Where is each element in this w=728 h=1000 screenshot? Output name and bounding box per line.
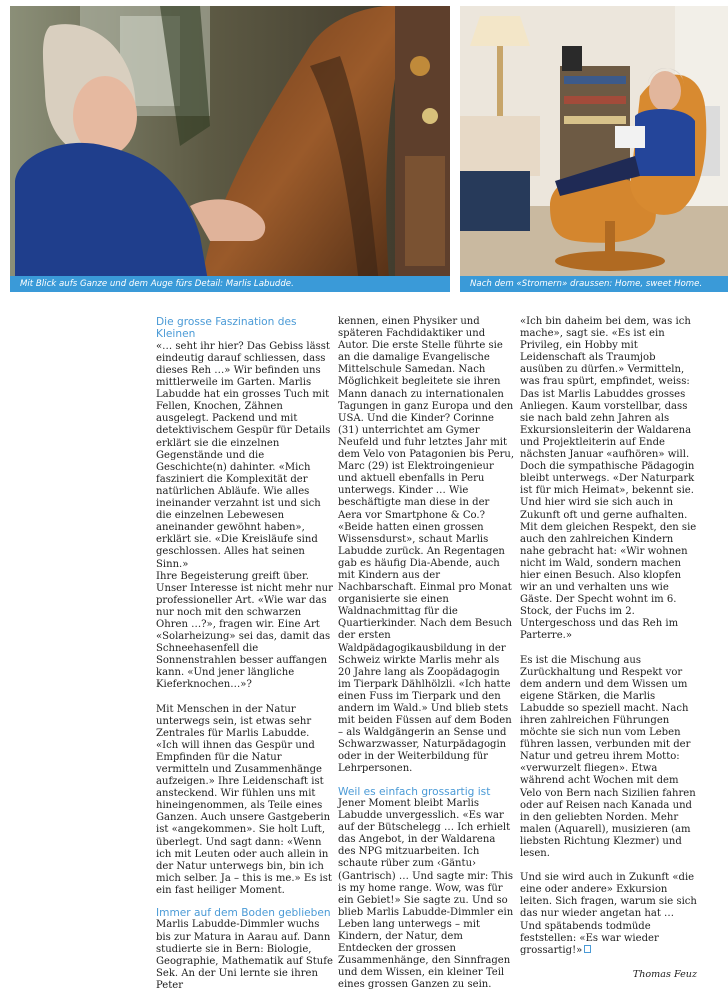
paragraph: «Ich bin daheim bei dem, was ich mache», sagt sie. «Es ist ein Privileg, ein Hobby mit Leidenschaft als Traumjob ausüben zu dürfen.» Vermitteln, was frau spürt, empfindet, weiss: Das ist Marlis Labuddes grosses Anliegen. Kaum vorstellbar, dass sie nach bald zehn Jahren als Exkursionsleiterin der Waldarena und Projektleiterin auf Ende nächsten Januar «aufhören» will. Doch die sympathische Pädagogin bleibt unterwegs. «Der Naturpark ist für mich Heimat», bekennt sie. Und hier wird sie sich auch in Zukunft oft und gerne aufhalten. Mit dem gleichen Respekt, den sie auch den zahlreichen Kindern nahe gebracht hat: «Wir wohnen nicht im Wald, sondern machen hier einen Besuch. Also klopfen wir an und verhalten uns wie Gäste. Der Specht wohnt im 6. Stock, der Fuchs im 2. Untergeschoss und das Reh im Parterre.» bbox=[520, 316, 697, 642]
paragraph-final bbox=[520, 872, 697, 957]
paragraph: Marlis Labudde-Dimmler wuchs bis zur Matura in Aarau auf. Dann studierte sie in Bern: Biologie, Geographie, Mathematik auf Stufe Sek. An der Uni lernte sie ihren Peter bbox=[156, 919, 333, 991]
photo-left-caption: Mit Blick aufs Ganze und dem Auge fürs Detail: Marlis Labudde. bbox=[10, 276, 450, 292]
photo-marlis-in-armchair bbox=[460, 6, 728, 292]
paragraph: Mit Menschen in der Natur unterwegs sein, ist etwas sehr Zentrales für Marlis Labudde. «Ich will ihnen das Gespür und Empfinden für die Natur vermitteln und Zusammenhänge aufzeigen.» Ihre Leidenschaft ist ansteckend. Wir fühlen uns mit hineingenommen, als Teile eines Ganzen. Auch unsere Gastgeberin ist «angekommen». Sie holt Luft, überlegt. Und sagt dann: «Wenn ich mit Leuten oder auch allein in der Natur unterwegs bin, bin ich mich selber. Ja – this is me.» Es ist ein fast heiliger Moment. bbox=[156, 703, 332, 896]
photo-right-caption: Nach dem «Stromern» draussen: Home, sweet Home. bbox=[460, 276, 728, 292]
article-column-1 bbox=[156, 316, 333, 992]
paragraph: Es ist die Mischung aus Zurückhaltung und Respekt vor dem andern und dem Wissen um eigene Stärken, die Marlis Labudde so speziell macht. Nach ihren zahlreichen Führungen möchte sie sich nun vom Leben führen lassen, verbunden mit der Natur und getreu ihrem Motto: «verwurzelt fliegen». Etwa während acht Wochen mit dem Velo von Bern nach Sizilien fahren oder auf Reisen nach Kanada und in den geliebten Norden. Mehr malen (Aquarell), musizieren (am liebsten Richtung Klezmer) und lesen. bbox=[520, 654, 696, 860]
photo-right-illustration bbox=[460, 6, 728, 292]
photo-left-illustration bbox=[10, 6, 450, 292]
paragraph: Ihre Begeisterung greift über. Unser Interesse ist nicht mehr nur professioneller Art. «Wie war das nur noch mit den schwarzen Ohren …?», fragen wir. Eine Art «Solarheizung» sei das, damit das Schneehasenfell die Sonnenstrahlen besser auffangen kann. «Und jener längliche Kieferknochen…»? bbox=[156, 570, 333, 691]
article-column-3 bbox=[520, 316, 697, 981]
photo-marlis-with-fur bbox=[10, 6, 450, 292]
subheading-boden: Immer auf dem Boden geblieben bbox=[156, 907, 331, 920]
paragraph: kennen, einen Physiker und späteren Fachdidaktiker und Autor. Die erste Stelle führte sie an die damalige Evangelische Mittelschule Samedan. Nach Möglichkeit begleitete sie ihren Mann danach zu internationalen Tagungen in ganz Europa und den USA. Und die Kinder? Corinne (31) unterrichtet am Gymer Neufeld und fuhr letztes Jahr mit dem Velo von Patagonien bis Peru, Marc (29) ist Elektroingenieur und aktuell ebenfalls in Peru unterwegs. Kinder … Wie beschäftigte man diese in der Aera vor Smartphone & Co.? «Beide hatten einen grossen Wissensdurst», schaut Marlis Labudde zurück. An Regentagen gab es häufig Dia-Abende, auch mit Kindern aus der Nachbarschaft. Einmal pro Monat organisierte sie einen Waldnachmittag für die Quartierkinder. Nach dem Besuch der ersten Waldpädagogikausbildung in der Schweiz wirkte Marlis mehr als 20 Jahre lang als Zoopädagogin im Tierpark Dählhölzli. «Ich hatte einen Fuss im Tierpark und den andern im Wald.» Und blieb stets mit beiden Füssen auf dem Boden – als Waldgängerin an Sense und Schwarzwasser, Naturpädagogin oder in der Weiterbildung für Lehrpersonen. bbox=[338, 316, 515, 775]
end-mark-icon bbox=[584, 945, 591, 953]
paragraph: «… seht ihr hier? Das Gebiss lässt eindeutig darauf schliessen, dass dieses Reh …» Wir befinden uns mittlerweile im Garten. Marlis Labudde hat ein grosses Tuch mit Fellen, Knochen, Zähnen ausgelegt. Packend und mit detektivischem Gespür für Details erklärt sie die einzelnen Gegenstände und die Geschichte(n) dahinter. «Mich fasziniert die Komplexität der natürlichen Abläufe. Wie alles ineinander verzahnt ist und sich die einzelnen Lebewesen aneinander gewöhnt haben», erklärt sie. «Die Kreisläufe sind geschlossen. Alles hat seinen Sinn.» bbox=[156, 340, 331, 570]
author-byline: Thomas Feuz bbox=[632, 968, 697, 980]
article-column-2 bbox=[338, 316, 515, 991]
paragraph: Jener Moment bleibt Marlis Labudde unvergesslich. «Es war auf der Bütschelegg … Ich erhielt das Angebot, in der Waldarena des NPG mitzuarbeiten. Ich schaute rüber zum ‹Gäntu› (Gantrisch) … Und sagte mir: This is my home range. Wow, was für ein Gebiet!» Sie sagte zu. Und so blieb Marlis Labudde-Dimmler ein Leben lang unterwegs – mit Kindern, der Natur, dem Entdecken der grossen Zusammenhänge, den Sinnfragen und dem Wissen, ein kleiner Teil eines grossen Ganzen zu sein. bbox=[338, 797, 514, 991]
subheading-grossartig: Weil es einfach grossartig ist bbox=[338, 785, 491, 798]
subheading-faszination: Die grosse Faszination des Kleinen bbox=[156, 316, 297, 341]
paragraph-final-text: Und sie wird auch in Zukunft «die eine oder andere» Exkursion leiten. Sich fragen, warum sie sich das nur wieder angetan hat … Und spätabends todmüde feststellen: «Es war wieder grossartig!» bbox=[520, 872, 697, 956]
